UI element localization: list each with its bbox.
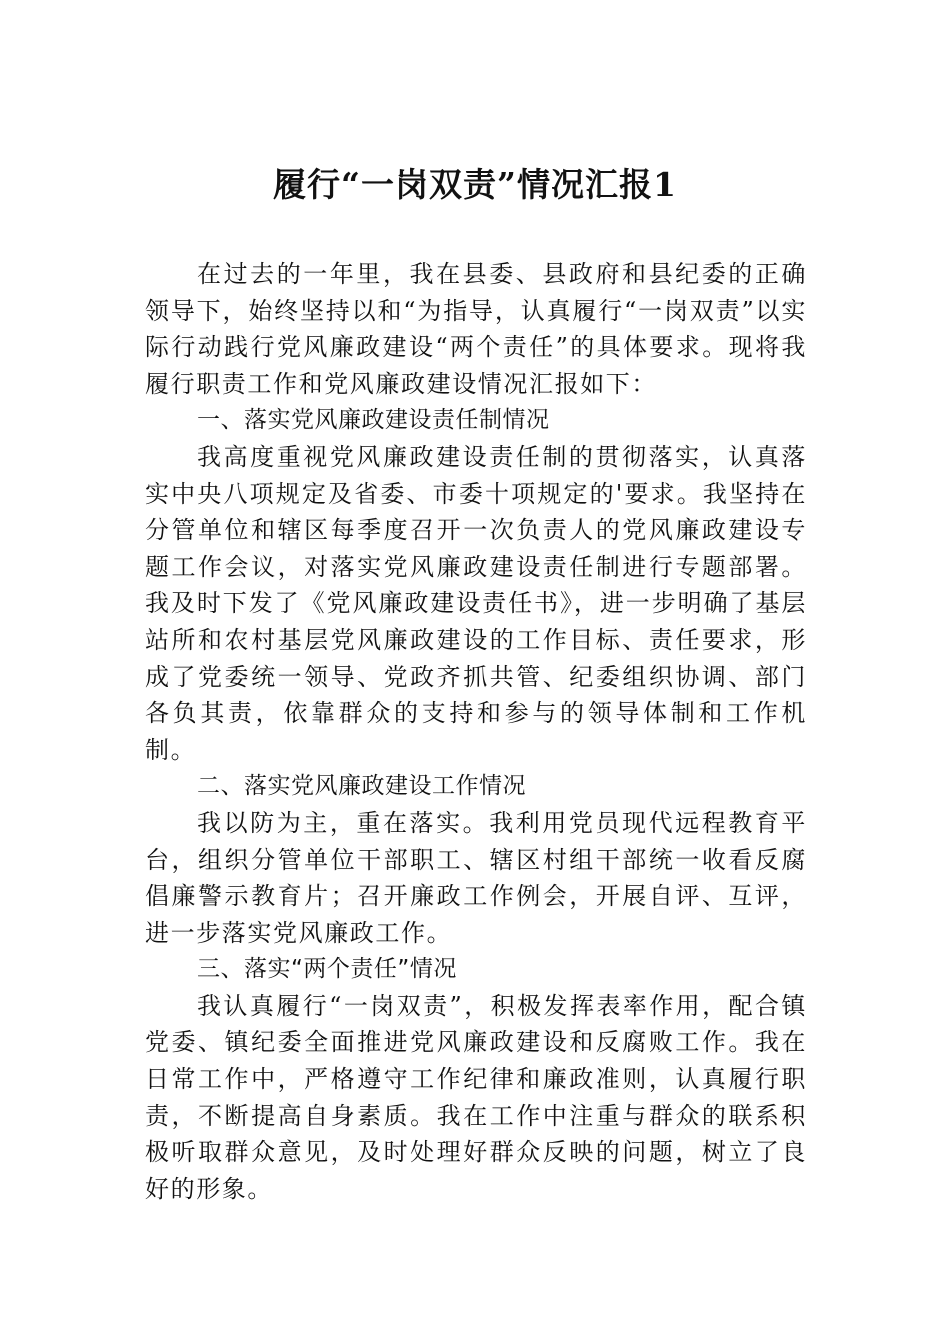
document-title: 履行“一岗双责”情况汇报1 xyxy=(273,165,677,204)
section-heading-1: 一、落实党风廉政建设责任制情况 xyxy=(197,407,550,434)
document-body xyxy=(145,256,807,1207)
section-paragraph-2: 我以防为主，重在落实。我利用党员现代远程教育平台，组织分管单位干部职工、辖区村组干部统一收看反腐倡廉警示教育片；召开廉政工作例会，开展自评、互评，进一步落实党风廉政工作。 xyxy=(145,808,807,947)
section-paragraph-1: 我高度重视党风廉政建设责任制的贯彻落实，认真落实中央八项规定及省委、市委十项规定的'要求。我坚持在分管单位和辖区每季度召开一次负责人的党风廉政建设专题工作会议，对落实党风廉政建设责任制进行专题部署。我及时下发了《党风廉政建设责任书》，进一步明确了基层站所和农村基层党风廉政建设的工作目标、责任要求，形成了党委统一领导、党政齐抓共管、纪委组织协调、部门各负其责，依靠群众的支持和参与的领导体制和工作机制。 xyxy=(145,442,807,764)
section-heading-2: 二、落实党风廉政建设工作情况 xyxy=(197,773,526,800)
section-heading-3: 三、落实“两个责任”情况 xyxy=(197,956,457,983)
intro-paragraph: 在过去的一年里，我在县委、县政府和县纪委的正确领导下，始终坚持以和“为指导，认真履行“一岗双责”以实际行动践行党风廉政建设“两个责任”的具体要求。现将我履行职责工作和党风廉政建设情况汇报如下： xyxy=(145,260,807,398)
section-paragraph-3: 我认真履行“一岗双责”，积极发挥表率作用，配合镇党委、镇纪委全面推进党风廉政建设和反腐败工作。我在日常工作中，严格遵守工作纪律和廉政准则，认真履行职责，不断提高自身素质。我在工作中注重与群众的联系积极听取群众意见，及时处理好群众反映的问题，树立了良好的形象。 xyxy=(145,991,807,1203)
